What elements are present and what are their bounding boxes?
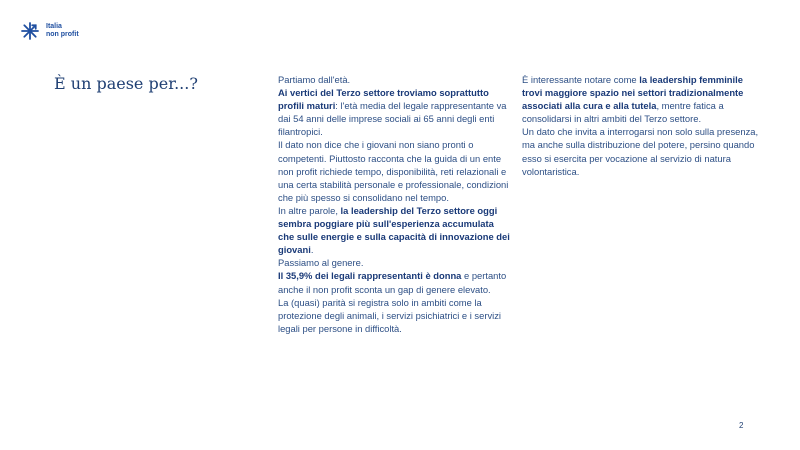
text-period: . xyxy=(310,244,314,256)
highlight-care-sectors: la leadership femminile trovi maggiore spazio nei settori tradizionalmente associati alla cura e alla tutela xyxy=(522,74,744,112)
page-number: 2 xyxy=(739,421,744,430)
asterisk-arrow-icon xyxy=(20,21,40,41)
paragraph-parity: La (quasi) parità si registra solo in ambiti come la protezione degli animali, i servizi psichiatrici e i servizi legali per persone in difficoltà. xyxy=(278,296,501,334)
page-title: È un paese per...? xyxy=(54,74,198,93)
brand-line-2: non profit xyxy=(46,31,79,38)
paragraph-female-leadership xyxy=(522,73,760,125)
paragraph-gender-intro: Passiamo al genere. xyxy=(278,257,364,269)
brand-name xyxy=(46,23,79,39)
paragraph-age-intro: Partiamo dall'età. xyxy=(278,74,351,85)
highlight-mature-profiles: Ai vertici del Terzo settore troviamo soprattutto profili maturi xyxy=(278,87,489,112)
highlight-women-share: Il 35,9% dei legali rappresentanti è donna xyxy=(278,270,462,282)
paragraph-power-distribution: Un dato che invita a interrogarsi non solo sulla presenza, ma anche sulla distribuzione del potere, persino quando esso si esercita per vocazione al servizio di natura volontaristica. xyxy=(522,126,759,177)
text-interesting: È interessante notare come xyxy=(522,74,640,85)
text-age-detail: : l'età media del legale rappresentante va dai 54 anni delle imprese sociali ai 65 anni degli enti filantropici. xyxy=(278,100,507,138)
brand-logo xyxy=(20,21,79,41)
text-column-right xyxy=(522,73,760,178)
paragraph-young-people: Il dato non dice che i giovani non siano pronti o competenti. Piuttosto racconta che la guida di un ente non profit richiede tempo, disponibilità, reti relazionali e una certa stabilità personale e professionale, condizioni che più spesso si consolidano nel tempo. xyxy=(278,139,509,203)
brand-line-1: Italia xyxy=(46,23,62,30)
highlight-leadership-experience: la leadership del Terzo settore oggi sembra poggiare più sull'esperienza accumulata che sulle energie e sulla capacità di innovazione dei giovani xyxy=(278,204,510,256)
text-in-other-words: In altre parole, xyxy=(278,204,341,216)
paragraph-gender-stats xyxy=(278,269,510,295)
text-other-areas: , mentre fatica a consolidarsi in altri ambiti del Terzo settore. xyxy=(522,100,724,125)
paragraph-leadership xyxy=(278,204,510,256)
paragraph-age-stats xyxy=(278,86,510,138)
text-column-left xyxy=(278,73,510,335)
text-gender-gap: e pertanto anche il non profit sconta un gap di genere elevato. xyxy=(278,270,507,295)
